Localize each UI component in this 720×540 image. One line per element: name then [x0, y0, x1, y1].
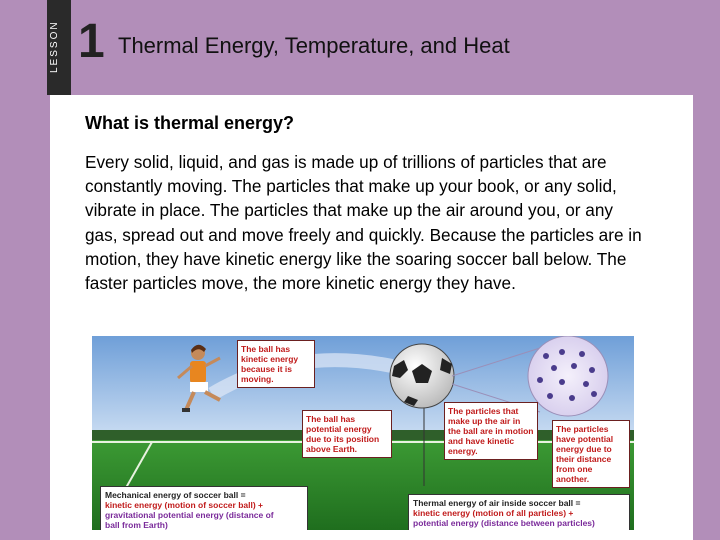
- mechanical-formula-line3: gravitational potential energy (distance of: [105, 510, 274, 520]
- mechanical-formula-line1: Mechanical energy of soccer ball =: [105, 490, 246, 500]
- callout-ball-kinetic: The ball has kinetic energy because it is moving.: [237, 340, 315, 388]
- section-heading: What is thermal energy?: [85, 113, 295, 133]
- thermal-formula-line1: Thermal energy of air inside soccer ball =: [413, 498, 581, 508]
- callout-air-particles: The particles that make up the air in the ball are in motion and have kinetic energy.: [444, 402, 538, 460]
- thermal-energy-formula: [408, 494, 630, 530]
- thermal-formula-line2: kinetic energy (motion of all particles) +: [413, 508, 574, 518]
- mechanical-formula-line2: kinetic energy (motion of soccer ball) +: [105, 500, 263, 510]
- particle-zoom: [528, 336, 608, 416]
- callout-particles-potential: The particles have potential energy due to their distance from one another.: [552, 420, 630, 488]
- section-paragraph: Every solid, liquid, and gas is made up of trillions of particles that are constantly moving. The particles that make up your book, or any solid, vibrate in place. The particles that make up the air around you, or any gas, spread out and move freely and quickly. Because the particles are in motion, they have kinetic energy like the soaring soccer ball below. The faster particles move, the more kinetic energy they have.: [85, 152, 642, 294]
- slide-title: Thermal Energy, Temperature, and Heat: [118, 33, 510, 58]
- callout-ball-potential: The ball has potential energy due to its position above Earth.: [302, 410, 392, 458]
- mechanical-formula-line4: ball from Earth): [105, 520, 168, 530]
- soccer-ball-figure: [92, 336, 634, 530]
- mechanical-energy-formula: [100, 486, 308, 530]
- thermal-formula-line3: potential energy (distance between particles): [413, 518, 595, 528]
- lesson-label: LESSON: [49, 20, 60, 74]
- lesson-number: 1: [78, 15, 105, 68]
